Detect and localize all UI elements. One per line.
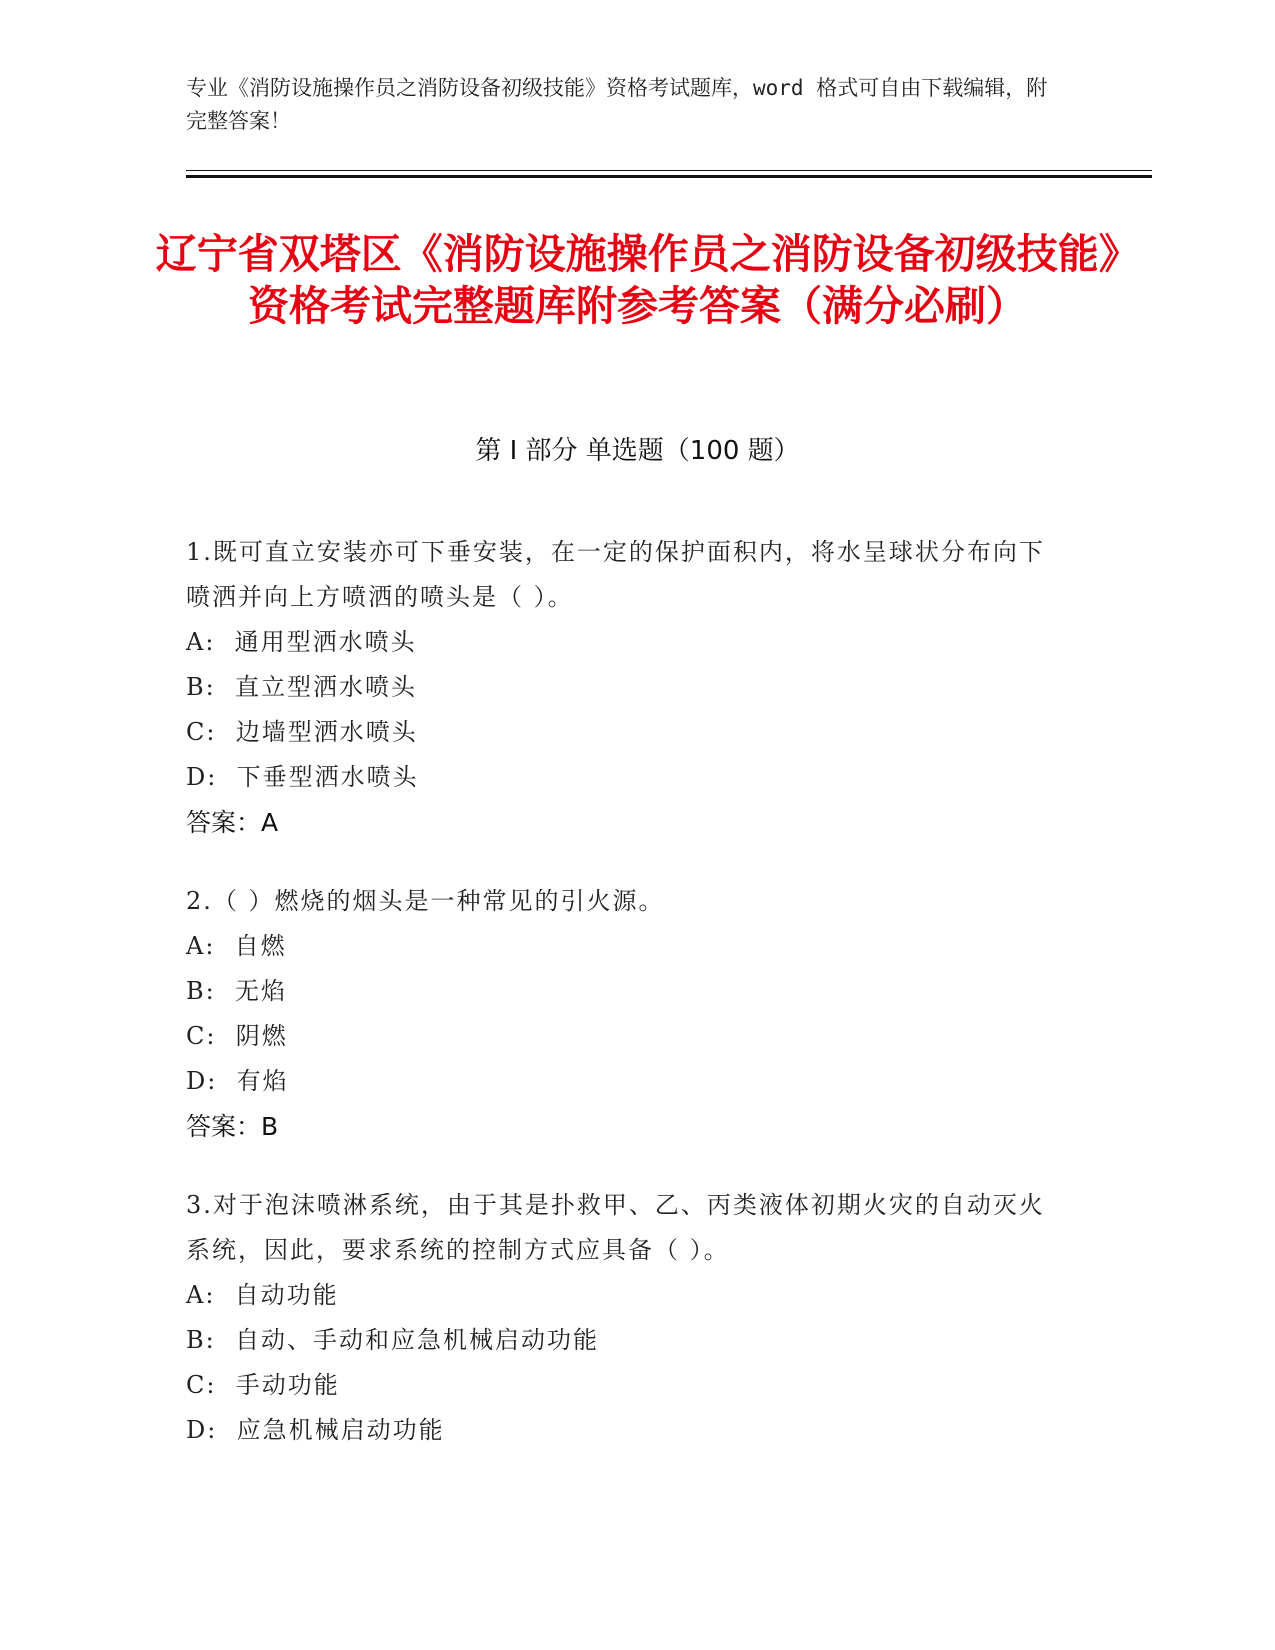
document-title: 辽宁省双塔区《消防设施操作员之消防设备初级技能》资格考试完整题库附参考答案（满分必刷） bbox=[155, 230, 1120, 330]
section-heading: 第 I 部分 单选题（100 题） bbox=[475, 436, 800, 466]
question-text: 1.既可直立安装亦可下垂安装，在一定的保护面积内，将水呈球状分布向下喷洒并向上方喷洒的喷头是（ ）。 bbox=[186, 538, 1045, 611]
option-c: C: 手动功能 bbox=[186, 1371, 340, 1399]
option-c: C: 边墙型洒水喷头 bbox=[186, 718, 418, 746]
question-list bbox=[186, 530, 1066, 1487]
option-a: A: 通用型洒水喷头 bbox=[186, 628, 417, 656]
option-b: B: 自动、手动和应急机械启动功能 bbox=[186, 1326, 599, 1354]
header-divider-thick bbox=[186, 175, 1152, 178]
option-c: C: 阴燃 bbox=[186, 1022, 288, 1050]
header-divider-thin bbox=[186, 170, 1152, 171]
option-d: D: 有焰 bbox=[186, 1067, 289, 1095]
question-3 bbox=[186, 1183, 1066, 1453]
option-d: D: 下垂型洒水喷头 bbox=[186, 763, 419, 791]
answer-text: 答案：A bbox=[186, 808, 279, 837]
option-a: A: 自动功能 bbox=[186, 1281, 339, 1309]
question-2 bbox=[186, 879, 1066, 1149]
option-a: A: 自燃 bbox=[186, 932, 287, 960]
question-text: 3.对于泡沫喷淋系统，由于其是扑救甲、乙、丙类液体初期火灾的自动灭火系统，因此，要求系统的控制方式应具备（ ）。 bbox=[186, 1191, 1045, 1264]
option-b: B: 直立型洒水喷头 bbox=[186, 673, 417, 701]
answer-text: 答案：B bbox=[186, 1112, 279, 1141]
option-d: D: 应急机械启动功能 bbox=[186, 1416, 445, 1444]
header-note: 专业《消防设施操作员之消防设备初级技能》资格考试题库，word 格式可自由下载编辑，附完整答案！ bbox=[186, 76, 1048, 133]
question-text: 2.（ ）燃烧的烟头是一种常见的引火源。 bbox=[186, 887, 665, 915]
option-b: B: 无焰 bbox=[186, 977, 287, 1005]
question-1 bbox=[186, 530, 1066, 845]
